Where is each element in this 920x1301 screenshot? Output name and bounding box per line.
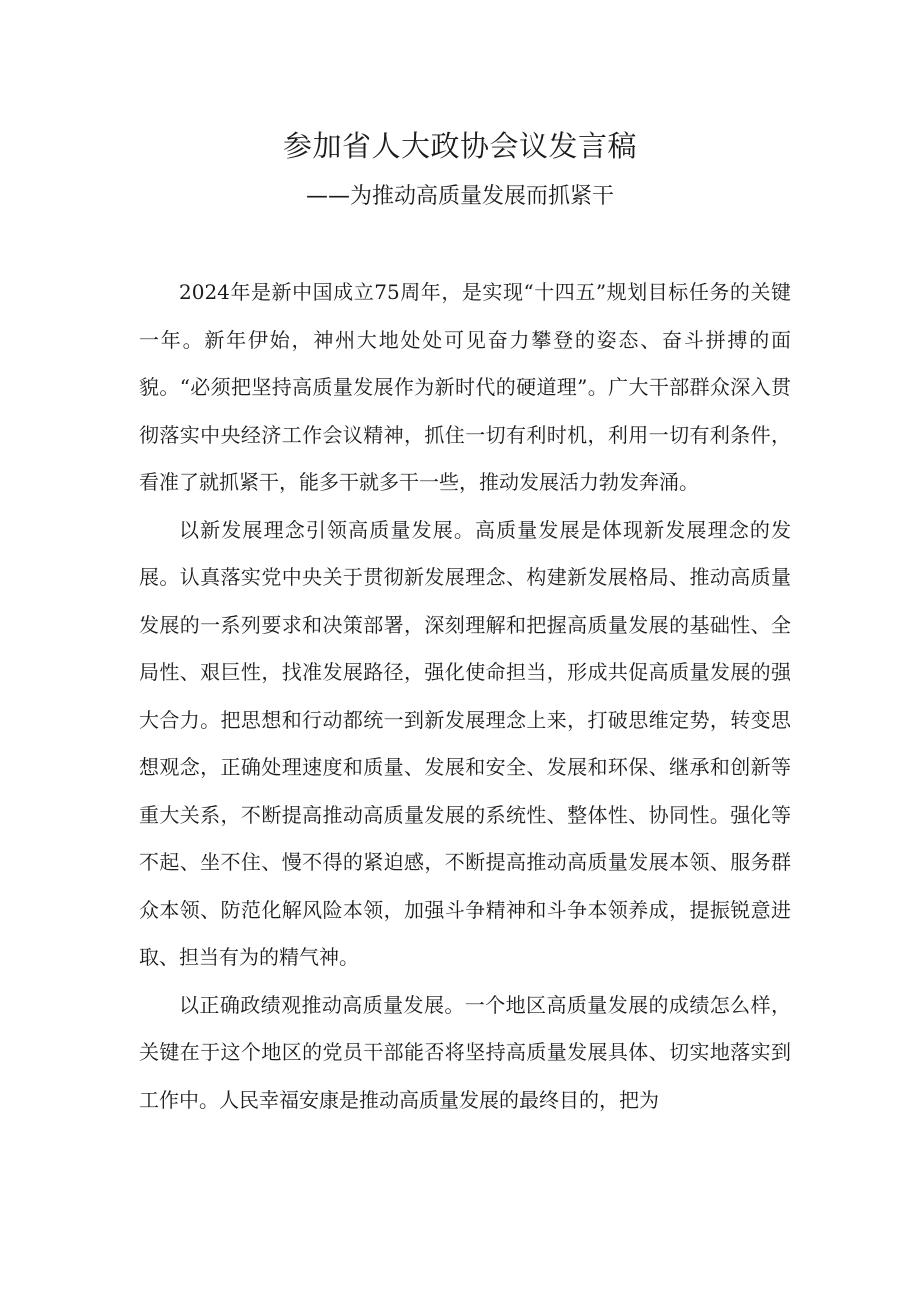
document-title: 参加省人大政协会议发言稿 [282, 129, 637, 163]
paragraph: 以正确政绩观推动高质量发展。一个地区高质量发展的成绩怎么样，关键在于这个地区的党员干部能否将坚持高质量发展具体、切实地落实到工作中。人民幸福安康是推动高质量发展的最终目的，把为 [139, 992, 791, 1112]
document-body [139, 269, 791, 1124]
document-subtitle: ——为推动高质量发展而抓紧干 [305, 184, 614, 209]
paragraph: 以新发展理念引领高质量发展。高质量发展是体现新发展理念的发展。认真落实党中央关于贯彻新发展理念、构建新发展格局、推动高质量发展的一系列要求和决策部署，深刻理解和把握高质量发展的基础性、全局性、艰巨性，找准发展路径，强化使命担当，形成共促高质量发展的强大合力。把思想和行动都统一到新发展理念上来，打破思维定势，转变思想观念，正确处理速度和质量、发展和安全、发展和环保、继承和创新等重大关系，不断提高推动高质量发展的系统性、整体性、协同性。强化等不起、坐不住、慢不得的紧迫感，不断提高推动高质量发展本领、服务群众本领、防范化解风险本领，加强斗争精神和斗争本领养成，提振锐意进取、担当有为的精气神。 [139, 517, 791, 969]
paragraph: 2024年是新中国成立75周年，是实现“十四五”规划目标任务的关键一年。新年伊始，神州大地处处可见奋力攀登的姿态、奋斗拼搏的面貌。“必须把坚持高质量发展作为新时代的硬道理”。广大干部群众深入贯彻落实中央经济工作会议精神，抓住一切有利时机，利用一切有利条件，看准了就抓紧干，能多干就多干一些，推动发展活力勃发奔涌。 [139, 280, 791, 494]
